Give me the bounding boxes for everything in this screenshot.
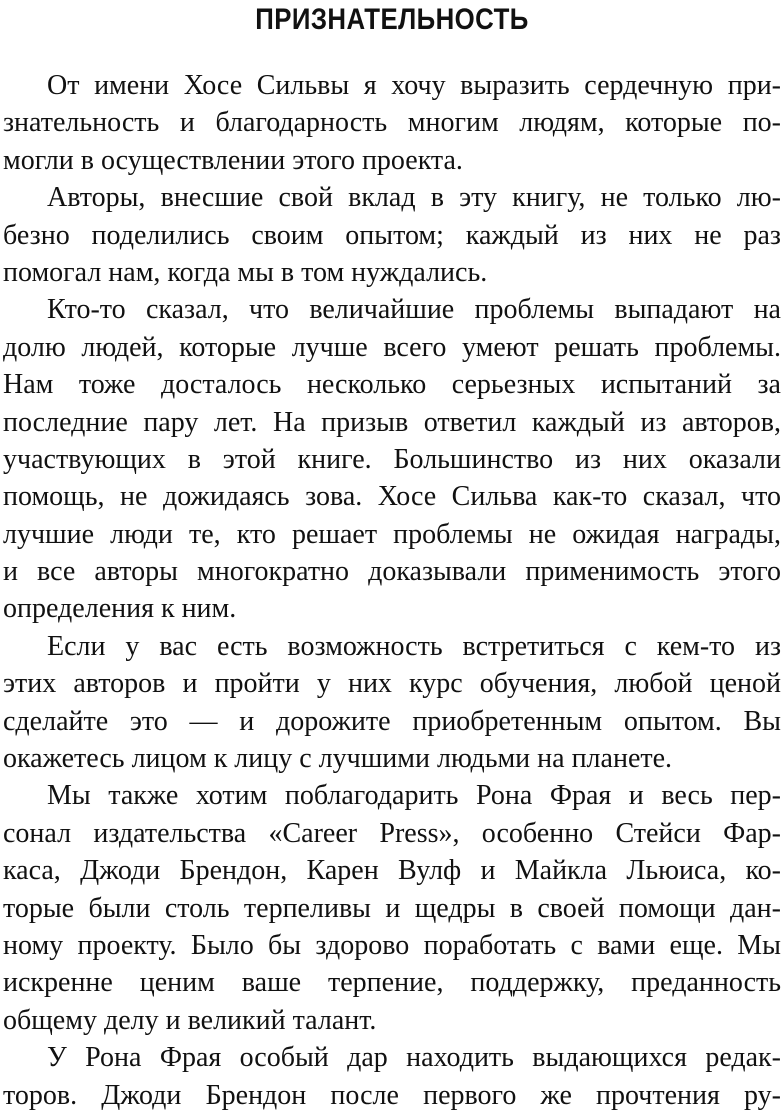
text-line: У Рона Фрая особый дар находить выдающихся редак- — [47, 1042, 781, 1074]
text-line: безно поделились своим опытом; каждый из них не раз — [3, 219, 781, 251]
text-line: лучшие люди те, кто решает проблемы не ожидая награды, — [3, 518, 781, 550]
paragraph — [3, 777, 781, 1039]
text-line: определения к ним. — [3, 593, 237, 625]
text-line: сонал издательства «Career Press», особенно Стейси Фар- — [3, 817, 781, 849]
text-line: помощь, не дожидаясь зова. Хосе Сильва как-то сказал, что — [3, 481, 781, 513]
text-line: Мы также хотим поблагодарить Рона Фрая и весь пер- — [47, 780, 781, 812]
paragraph — [3, 291, 781, 628]
text-line: и все авторы многократно доказывали применимость этого — [3, 556, 781, 588]
text-line: Кто-то сказал, что величайшие проблемы выпадают на — [47, 294, 781, 326]
paragraph — [3, 179, 781, 291]
text-line: Авторы, внесшие свой вклад в эту книгу, не только лю- — [47, 182, 781, 214]
text-line: этих авторов и пройти у них курс обучения, любой ценой — [3, 668, 781, 700]
text-line: окажетесь лицом к лицу с лучшими людьми на планете. — [3, 743, 673, 775]
text-line: долю людей, которые лучше всего умеют решать проблемы. — [3, 331, 781, 363]
text-line: Нам тоже досталось несколько серьезных испытаний за — [3, 369, 781, 401]
text-line: сделайте это — и дорожите приобретенным опытом. Вы — [3, 705, 781, 737]
text-line: ному проекту. Было бы здорово поработать с вами еще. Мы — [3, 929, 781, 961]
body-text — [3, 67, 781, 1114]
paragraph — [3, 1039, 781, 1114]
paragraph — [3, 67, 781, 179]
text-line: помогал нам, когда мы в том нуждались. — [3, 256, 488, 288]
text-line: искренне ценим ваше терпение, поддержку, преданность — [3, 967, 781, 999]
text-line: Если у вас есть возможность встретиться с кем-то из — [47, 630, 781, 662]
text-line: знательность и благодарность многим людям, которые по- — [3, 107, 781, 139]
text-line: каса, Джоди Брендон, Карен Вулф и Майкла Льюиса, ко- — [3, 855, 781, 887]
paragraph — [3, 628, 781, 778]
text-line: общему делу и великий талант. — [3, 1004, 377, 1036]
text-line: участвующих в этой книге. Большинство из них оказали — [3, 443, 781, 475]
text-line: торые были столь терпеливы и щедры в своей помощи дан- — [3, 892, 781, 924]
text-line: могли в осуществлении этого проекта. — [3, 144, 463, 176]
text-line: последние пару лет. На призыв ответил каждый из авторов, — [3, 406, 781, 438]
text-line: торов. Джоди Брендон после первого же прочтения ру- — [3, 1079, 781, 1111]
page-title: ПРИЗНАТЕЛЬНОСТЬ — [255, 3, 529, 36]
text-line: От имени Хосе Сильвы я хочу выразить сердечную при- — [47, 70, 781, 101]
